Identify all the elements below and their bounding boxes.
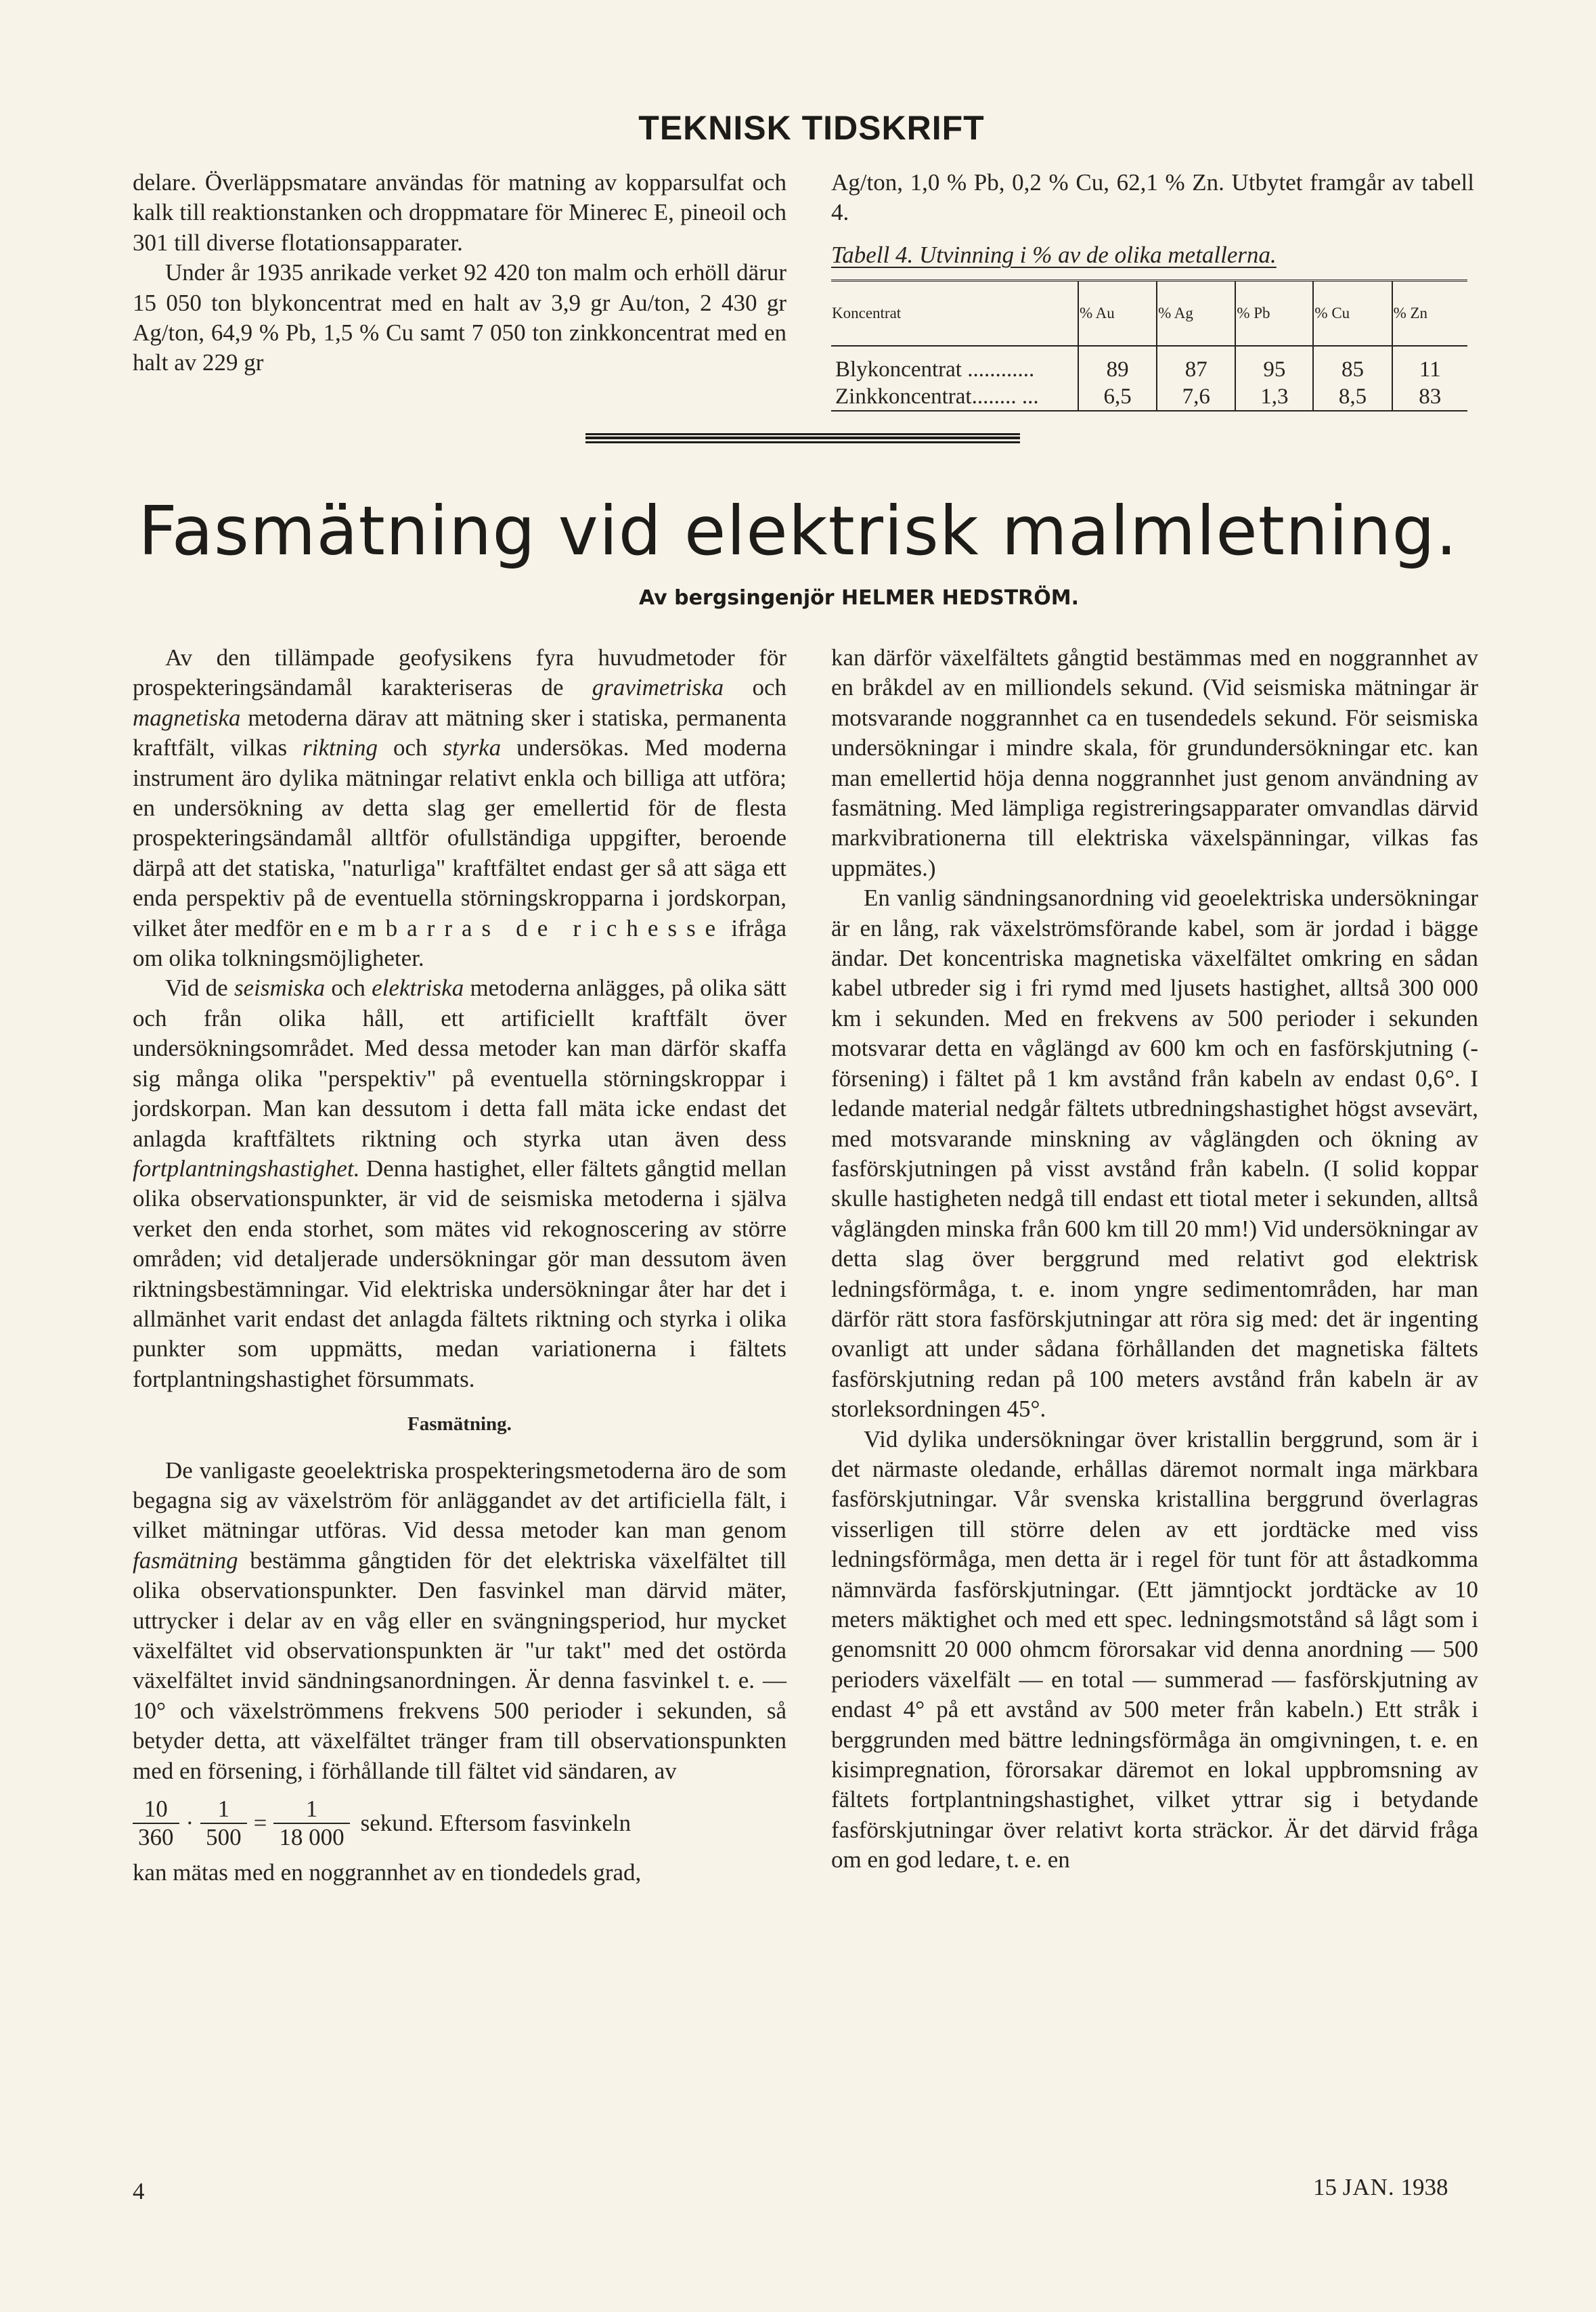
paragraph: delare. Överläppsmatare användas för matning av kopparsulfat och kalk till reaktionstanken och droppmatare för Minerec E, pineoil och 301 till diverse flotationsapparater. (133, 169, 786, 256)
paragraph: Under år 1935 anrikade verket 92 420 ton malm och erhöll därur 15 050 ton blykoncentrat med en halt av 3,9 gr Au/ton, 2 430 gr Ag/ton, 64,9 % Pb, 1,5 % Cu samt 7 050 ton zinkkoncentrat med en halt av 229 gr (133, 259, 786, 376)
table-row (831, 383, 1467, 411)
table-header-cell: % Pb (1235, 281, 1313, 347)
article-right-column (831, 643, 1478, 1875)
issue-date: 15 JAN. 1938 (1313, 2174, 1448, 2200)
paragraph: kan mätas med en noggrannhet av en tiondedels grad, (133, 1859, 642, 1886)
table-header-cell: Koncentrat (831, 281, 1078, 347)
table-cell: 8,5 (1313, 383, 1392, 411)
table-cell: 85 (1313, 346, 1392, 383)
paragraph: De vanligaste geoelektriska prospekteringsmetoderna äro de som begagna sig av växelström för anläggandet av det artificiella fält, i vilket mätningar utföras. Vid dessa metoder kan man genom fasmätning bestämma gångtiden för det elektriska växelfältet till olika observationspunkter. Den fasvinkel man därvid mäter, uttrycker i delar av en våg eller en svängningsperiod, hur mycket växelfältet vid observationspunkten är "ur takt" med det ostörda växelfältet invid sändningsanordningen. Är denna fasvinkel t. e. —10° och växelströmmens frekvens 500 perioder i sekunden, så betyder detta, att växelfältet tränger fram till observationspunkten med en försening, i förhållande till fältet vid sändaren, av (133, 1457, 786, 1784)
table-cell: Zinkkoncentrat........ ... (831, 383, 1078, 411)
article-title: Fasmätning vid elektrisk malmletning. (138, 491, 1458, 571)
table-header-cell: % Au (1078, 281, 1157, 347)
section-divider (585, 433, 1020, 443)
table-cell: 1,3 (1235, 383, 1313, 411)
table-caption: Tabell 4. Utvinning i % av de olika metallerna. (831, 241, 1277, 268)
recovery-table (831, 280, 1467, 412)
fraction: $\frac{10}{360}$ (133, 1796, 179, 1851)
table-cell: Blykoncentrat ............ (835, 357, 1035, 382)
paragraph: Av den tillämpade geofysikens fyra huvudmetoder för prospekteringsändamål karakteriseras de gravimetriska och magnetiska metoderna därav att mätning sker i statiska, permanenta kraftfält, vilkas riktning och styrka undersökas. Med moderna instrument äro dylika mätningar relativt enkla och billiga att utföra; en undersökning av detta slag ger emellertid för de flesta prospekteringsändamål alltför ofullständiga uppgifter, beroende därpå att det statiska, "naturliga" kraftfältet endast ger så att säga ett enda perspektiv på de eventuella störningskropparna i jordskorpan, vilket åter medför en embarras de richesse ifråga om olika tolkningsmöjligheter. (133, 644, 786, 972)
table-cell: 83 (1392, 383, 1467, 411)
paragraph: Ag/ton, 1,0 % Pb, 0,2 % Cu, 62,1 % Zn. Utbytet framgår av tabell 4. (831, 169, 1474, 226)
journal-header: TEKNISK TIDSKRIFT (638, 109, 985, 147)
fraction: $\frac{1}{18 000}$ (273, 1796, 349, 1851)
paragraph: Vid dylika undersökningar över kristallin berggrund, som är i det närmaste oledande, erhållas däremot normalt inga märkbara fasförskjutningar. Vår svenska kristallina berggrund överlagras visserligen till större delen av ett jordtäcke med viss ledningsförmåga, men detta är i regel för tunt för att åstadkomma nämnvärda fasförskjutningar. (Ett jämntjockt jordtäcke av 10 meters mäktighet och med ett spec. ledningsmotstånd så lågt som i genomsnitt 20 000 ohmcm förorsakar vid denna anordning — 500 perioders växelfält — en total — summerad — fasförskjutning av endast 4° på ett avstånd av 500 meter från kabeln.) Ett stråk i berggrunden med bättre ledningsförmåga än omgivningen, t. e. en kisimpregnation, förorsakar däremot en lokal uppbromsning av fältets fortplantningshastighet, vilket yttrar sig i betydande fasförskjutningar över relativt korta sträckor. Är det därvid fråga om en god ledare, t. e. en (831, 1425, 1478, 1873)
top-left-column (133, 168, 786, 378)
table-cell: 11 (1392, 346, 1467, 383)
paragraph: kan därför växelfältets gångtid bestämmas med en noggrannhet av en bråkdel av en milliondels sekund. (Vid seismiska mätningar är motsvarande noggrannhet ca en tusendedels sekund. För seismiska undersökningar i mindre skala, för grundundersökningar etc. kan man emellertid höja denna noggrannhet just genom användning av fasmätning. Med lämpliga registreringsapparater omvandlas därvid markvibrationerna till elektriska växelspänningar, vilkas fas uppmätes.) (831, 644, 1478, 881)
fraction-formula: $\frac{10}{360}$ · $\frac{1}{500}$ = $\frac{1}{18 000}$ sekund. Eftersom fasvinkeln (133, 1796, 786, 1851)
table-cell: 7,6 (1157, 383, 1235, 411)
table-cell: 89 (1078, 346, 1157, 383)
table-header-cell: % Zn (1392, 281, 1467, 347)
paragraph: En vanlig sändningsanordning vid geoelektriska undersökningar är en lång, rak växelströmsförande kabel, som är jordad i bägge ändar. Det koncentriska magnetiska växelfältet omkring en sådan kabel utbreder sig i fri rymd med ljusets hastighet, alltså 300 000 km i sekunden. Med en frekvens av 500 perioder i sekunden motsvarar detta en våglängd av 600 km och en fasförskjutning (-försening) i fältet på 1 km avstånd från kabeln av endast 0,6°. I ledande material nedgår fältets utbredningshastighet högst avsevärt, med motsvarande minskning av våglängden och ökning av fasförskjutningen på visst avstånd från kabeln. (I solid koppar skulle hastigheten nedgå till endast ett tiotal meter i sekunden, alltså våglängden minska från 600 km till 20 mm!) Vid undersökningar av detta slag över berggrund med relativt god elektrisk ledningsförmåga, t. e. inom yngre sedimentområden, har man därför rätt stora fasförskjutningar att röra sig med: det är ingenting ovanligt att under sådana förhållanden det magnetiska fältets fasförskjutning redan på 100 meters avstånd från kabeln är av storleksordningen 45°. (831, 885, 1478, 1423)
table-cell: 87 (1157, 346, 1235, 383)
article-byline: Av bergsingenjör HELMER HEDSTRÖM. (638, 586, 1080, 610)
table-header-cell: % Ag (1157, 281, 1235, 347)
table-cell: 6,5 (1078, 383, 1157, 411)
article-left-column (133, 643, 786, 1888)
table-row (831, 346, 1467, 383)
page-number: 4 (133, 2178, 145, 2204)
table-header-cell: % Cu (1313, 281, 1392, 347)
table-cell: 95 (1235, 346, 1313, 383)
fraction: $\frac{1}{500}$ (200, 1796, 247, 1851)
top-right-column (831, 168, 1474, 412)
section-subheading: Fasmätning. (407, 1413, 512, 1436)
paragraph: Vid de seismiska och elektriska metoderna anlägges, på olika sätt och från olika håll, ett artificiellt kraftfält över undersökningsområdet. Med dessa metoder kan man därför skaffa sig många olika "perspektiv" på eventuella störningskroppar i jordskorpan. Man kan dessutom i detta fall mäta icke endast det anlagda kraftfältets riktning och styrka utan även dess fortplantningshastighet. Denna hastighet, eller fältets gångtid mellan olika observationspunkter, är vid de seismiska metoderna i själva verket den enda storhet, som mätes vid rekognoscering av större områden; vid detaljerade undersökningar gör man dessutom även riktningsbestämningar. Vid elektriska undersökningar åter har det i allmänhet varit endast det anlagda fältets riktning och styrka i olika punkter som uppmätts, medan variationerna i fältets fortplantningshastighet försummats. (133, 975, 786, 1392)
